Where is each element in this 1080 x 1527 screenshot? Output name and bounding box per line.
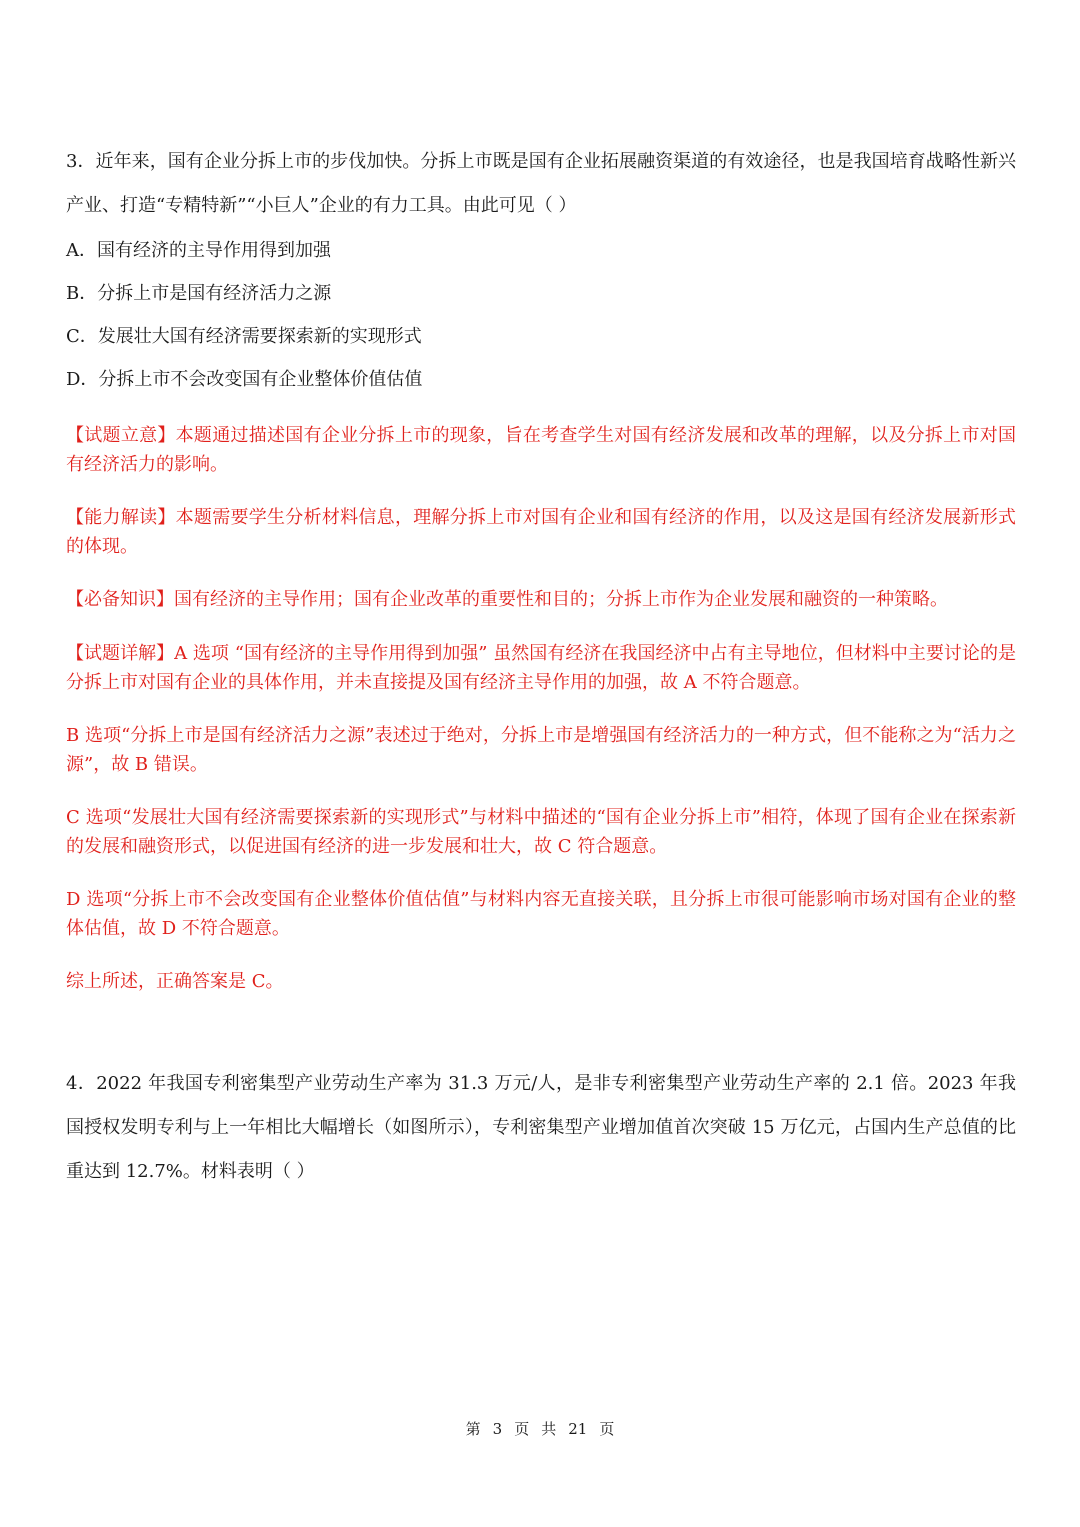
analysis-ability: 【能力解读】本题需要学生分析材料信息，理解分拆上市对国有企业和国有经济的作用，以及这是国有经济发展新形式的体现。 xyxy=(66,507,1016,557)
footer-prefix: 第 xyxy=(465,1420,481,1438)
analysis-detail-d: D 选项“分拆上市不会改变国有企业整体价值估值”与材料内容无直接关联，且分拆上市很可能影响市场对国有企业的整体估值，故 D 不符合题意。 xyxy=(66,889,1016,939)
question-3-option-a: A．国有经济的主导作用得到加强 xyxy=(66,240,331,261)
question-3-option-d: D．分拆上市不会改变国有企业整体价值估值 xyxy=(66,369,423,390)
question-4-stem: 4．2022 年我国专利密集型产业劳动生产率为 31.3 万元/人，是非专利密集型产业劳动生产率的 2.1 倍。2023 年我国授权发明专利与上一年相比大幅增长（如图所示），专利密集型产业增加值首次突破 15 万亿元，占国内生产总值的比重达到 12.7%。材料表明（ ） xyxy=(66,1073,1016,1182)
question-3-option-b: B．分拆上市是国有经济活力之源 xyxy=(66,283,332,304)
question-3-stem: 3．近年来，国有企业分拆上市的步伐加快。分拆上市既是国有企业拓展融资渠道的有效途径，也是我国培育战略性新兴产业、打造“专精特新”“小巨人”企业的有力工具。由此可见（ ） xyxy=(66,151,1016,216)
footer-total-word: 共 xyxy=(541,1420,557,1438)
analysis-intent: 【试题立意】本题通过描述国有企业分拆上市的现象，旨在考查学生对国有经济发展和改革的理解，以及分拆上市对国有经济活力的影响。 xyxy=(66,425,1016,475)
analysis-detail-a: 【试题详解】A 选项 “国有经济的主导作用得到加强” 虽然国有经济在我国经济中占有主导地位，但材料中主要讨论的是分拆上市对国有企业的具体作用，并未直接提及国有经济主导作用的加强，故 A 不符合题意。 xyxy=(66,643,1016,693)
page-footer xyxy=(0,1418,1080,1439)
question-3-option-c: C．发展壮大国有经济需要探索新的实现形式 xyxy=(66,326,422,347)
question-3 xyxy=(66,140,1016,401)
analysis-detail-b: B 选项“分拆上市是国有经济活力之源”表述过于绝对，分拆上市是增强国有经济活力的一种方式，但不能称之为“活力之源”，故 B 错误。 xyxy=(66,725,1016,775)
analysis-detail-c: C 选项“发展壮大国有经济需要探索新的实现形式”与材料中描述的“国有企业分拆上市”相符，体现了国有企业在探索新的发展和融资形式，以促进国有经济的进一步发展和壮大，故 C 符合题意。 xyxy=(66,807,1016,857)
footer-page-word: 页 xyxy=(514,1420,530,1438)
footer-current-page: 3 xyxy=(492,1420,503,1438)
question-4 xyxy=(66,1062,1016,1194)
footer-total-pages: 21 xyxy=(568,1420,588,1438)
analysis-knowledge: 【必备知识】国有经济的主导作用；国有企业改革的重要性和目的；分拆上市作为企业发展和融资的一种策略。 xyxy=(66,589,948,610)
analysis-conclusion: 综上所述，正确答案是 C。 xyxy=(66,971,284,992)
footer-suffix: 页 xyxy=(599,1420,615,1438)
